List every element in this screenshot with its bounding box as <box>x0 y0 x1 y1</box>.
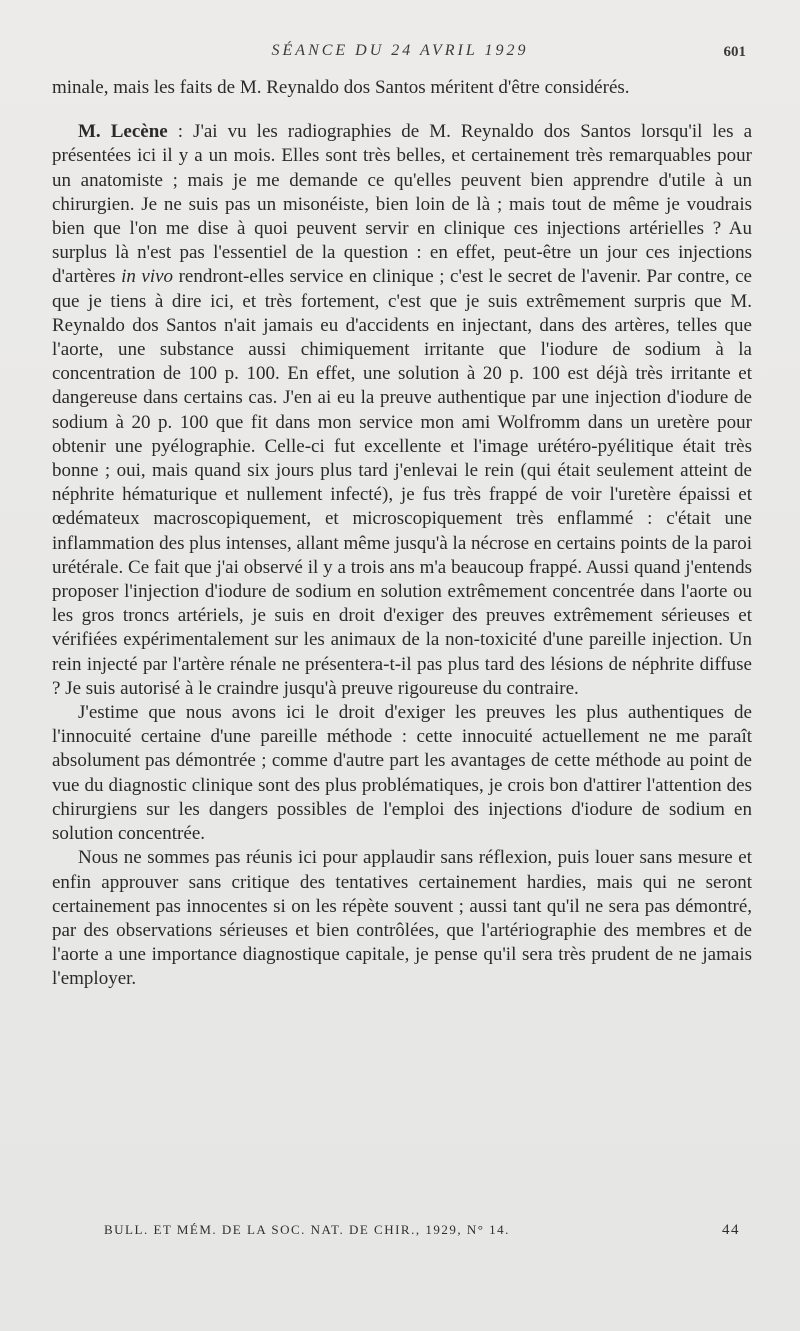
paragraph-text-after: rendront-elles service en clinique ; c'est le secret de l'avenir. Par contre, ce que je tiens à dire ici, et très fortement, c'est que je suis extrêmement surpris que M. Reynaldo dos Santos n'ait jamais eu d'accidents en injectant, dans des artères, telles que l'aorte, une substance aussi chimiquement irritante que l'iodure de sodium à la concentration de 100 p. 100. En effet, une solution à 20 p. 100 est déjà très irritante et dangereuse dans certains cas. J'en ai eu la preuve authentique par une injection d'iodure de sodium à 20 p. 100 que fit dans mon service mon ami Wolfromm dans un uretère pour obtenir une pyélographie. Celle-ci fut excellente et l'image urétéro-pyélitique était très bonne ; oui, mais quand six jours plus tard j'enlevai le rein (qui était seulement atteint de néphrite hématurique et nullement infecté), je fus très frappé de voir l'uretère épaissi et œdémateux macroscopiquement, et microscopiquement très enflammé : c'était une inflammation des plus intenses, allant même jusqu'à la nécrose en certains points de la paroi urétérale. Ce fait que j'ai observé il y a trois ans m'a beaucoup frappé. Aussi quand j'entends proposer l'injection d'iodure de sodium en solution extrêmement concentrée dans l'aorte ou les gros troncs artériels, je suis en droit d'exiger des preuves extrêmement sérieuses et vérifiées expérimentalement sur les animaux de la non-toxicité d'une pareille injection. Un rein injecté par l'artère rénale ne présentera-t-il pas plus tard des lésions de néphrite diffuse ? Je suis autorisé à le craindre jusqu'à preuve rigoureuse du contraire. <box>52 266 752 699</box>
page-number: 601 <box>723 44 746 60</box>
running-title: SÉANCE DU 24 AVRIL 1929 <box>271 42 529 59</box>
paragraph-lecene <box>52 120 752 701</box>
footer-citation: BULL. ET MÉM. DE LA SOC. NAT. DE CHIR., 1929, N° 14. <box>104 1222 510 1237</box>
paragraph-continuation <box>52 76 752 100</box>
running-header <box>0 42 800 72</box>
paragraph <box>52 701 752 846</box>
signature-number: 44 <box>722 1222 740 1238</box>
paragraph-text: minale, mais les faits de M. Reynaldo dos Santos méritent d'être considérés. <box>52 77 630 98</box>
italic-phrase: in vivo <box>121 266 174 288</box>
paragraph-text: : J'ai vu les radiographies de M. Reynaldo dos Santos lorsqu'il les a présentées ici il y a un mois. Elles sont très belles, et certainement très remarquables pour un anatomiste ; mais je me demande ce qu'elles peuvent bien apprendre d'utile à un chirurgien. Je ne suis pas un misonéiste, bien loin de là ; mais tout de même je voudrais bien que l'on me dise à quoi peuvent servir en clinique ces injections artérielles ? Au surplus là n'est pas l'essentiel de la question : en effet, peut-être un jour ces injections d'artères <box>52 121 752 288</box>
paragraph <box>52 846 752 991</box>
footer <box>52 1222 752 1246</box>
paragraph-text: Nous ne sommes pas réunis ici pour applaudir sans réflexion, puis louer sans mesure et enfin approuver sans critique des tentatives certainement hardies, mais qui ne seront certainement pas innocentes si on les répète souvent ; aussi tant qu'il ne sera pas démontré, par des observations sérieuses et bien contrôlées, que l'artériographie des membres et de l'aorte a une importance diagnostique capitale, je pense qu'il sera très prudent de ne jamais l'employer. <box>52 847 752 990</box>
paragraph-text: J'estime que nous avons ici le droit d'exiger les preuves les plus authentiques de l'innocuité certaine d'une pareille méthode : cette innocuité actuellement ne me paraît absolument pas démontrée ; comme d'autre part les avantages de cette méthode au point de vue du diagnostic clinique sont des plus problématiques, je crois bon d'attirer l'attention des chirurgiens sur les dangers possibles de l'emploi des injections d'iodure de sodium en solution concentrée. <box>52 702 752 845</box>
body-text <box>52 76 752 992</box>
speaker-name: M. Lecène <box>78 121 168 143</box>
